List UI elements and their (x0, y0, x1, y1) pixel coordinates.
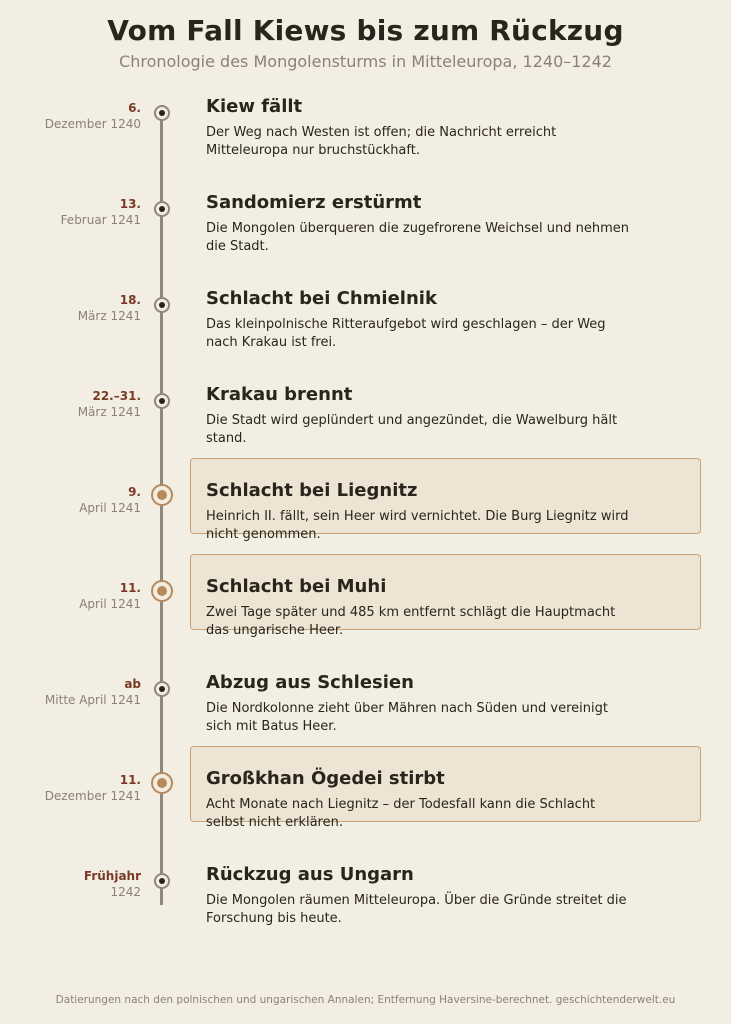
marker-dot (159, 878, 165, 884)
marker-dot (159, 302, 165, 308)
event-month-year: Februar 1241 (60, 213, 141, 227)
timeline-marker-highlight (151, 484, 173, 506)
marker-dot (157, 490, 167, 500)
event-title: Großkhan Ögedei stirbt (206, 768, 445, 789)
timeline-marker (154, 681, 170, 697)
marker-dot (159, 686, 165, 692)
timeline-event-rueckzug (0, 864, 731, 964)
event-day: 13. (119, 197, 141, 211)
timeline-event-oegedei (0, 768, 731, 868)
timeline-marker (154, 873, 170, 889)
event-date (78, 292, 141, 324)
event-title: Kiew fällt (206, 96, 303, 117)
event-day: 22.–31. (92, 389, 141, 403)
timeline-event-muhi (0, 576, 731, 676)
event-month-year: April 1241 (79, 501, 141, 515)
marker-dot (157, 586, 167, 596)
page-title: Vom Fall Kiews bis zum Rückzug (107, 14, 624, 47)
event-date (84, 868, 141, 900)
event-month-year: Dezember 1240 (44, 117, 141, 131)
event-day: 18. (119, 293, 141, 307)
event-month-year: März 1241 (77, 405, 141, 419)
event-title: Krakau brennt (206, 384, 353, 405)
event-date (79, 580, 141, 612)
event-title: Schlacht bei Liegnitz (206, 480, 418, 501)
footer-note: Datierungen nach den polnischen und ungarischen Annalen; Entfernung Haversine-berechnet. geschichtenderwelt.eu (55, 994, 676, 1006)
event-description: Acht Monate nach Liegnitz – der Todesfall kann die Schlacht selbst nicht erklären. (206, 797, 596, 830)
timeline-marker-highlight (151, 580, 173, 602)
event-date (45, 676, 141, 708)
event-day: 11. (119, 581, 141, 595)
timeline-event-sandomierz (0, 192, 731, 292)
event-date (45, 772, 141, 804)
event-day: ab (124, 677, 141, 691)
marker-dot (157, 778, 167, 788)
event-description: Heinrich II. fällt, sein Heer wird vernichtet. Die Burg Liegnitz wird nicht genommen. (206, 509, 629, 542)
event-description: Der Weg nach Westen ist offen; die Nachricht erreicht Mitteleuropa nur bruchstückhaft. (206, 125, 557, 158)
event-description: Die Mongolen räumen Mitteleuropa. Über die Gründe streitet die Forschung bis heute. (206, 893, 627, 926)
event-description: Die Nordkolonne zieht über Mähren nach Süden und vereinigt sich mit Batus Heer. (206, 701, 608, 734)
event-title: Abzug aus Schlesien (206, 672, 414, 693)
event-description: Die Stadt wird geplündert und angezündet, die Wawelburg hält stand. (206, 413, 618, 446)
event-date (61, 196, 141, 228)
timeline-marker (154, 201, 170, 217)
event-title: Rückzug aus Ungarn (206, 864, 414, 885)
event-description: Die Mongolen überqueren die zugefrorene Weichsel und nehmen die Stadt. (206, 221, 630, 254)
page-subtitle: Chronologie des Mongolensturms in Mitteleuropa, 1240–1242 (119, 52, 612, 71)
event-month-year: 1242 (110, 885, 141, 899)
event-date (45, 100, 141, 132)
event-day: 9. (128, 485, 141, 499)
event-date (79, 484, 141, 516)
event-description: Das kleinpolnische Ritteraufgebot wird geschlagen – der Weg nach Krakau ist frei. (206, 317, 606, 350)
timeline-marker-highlight (151, 772, 173, 794)
event-month-year: Mitte April 1241 (44, 693, 141, 707)
event-day: 11. (119, 773, 141, 787)
timeline-marker (154, 297, 170, 313)
timeline-marker (154, 393, 170, 409)
event-title: Sandomierz erstürmt (206, 192, 422, 213)
marker-dot (159, 110, 165, 116)
event-date (78, 388, 141, 420)
event-month-year: Dezember 1241 (44, 789, 141, 803)
timeline-marker (154, 105, 170, 121)
event-title: Schlacht bei Muhi (206, 576, 387, 597)
event-day: 6. (128, 101, 141, 115)
event-title: Schlacht bei Chmielnik (206, 288, 437, 309)
event-description: Zwei Tage später und 485 km entfernt schlägt die Hauptmacht das ungarische Heer. (206, 605, 616, 638)
timeline-event-kiew (0, 96, 731, 196)
event-month-year: März 1241 (77, 309, 141, 323)
event-month-year: April 1241 (79, 597, 141, 611)
marker-dot (159, 206, 165, 212)
event-day: Frühjahr (83, 869, 141, 883)
marker-dot (159, 398, 165, 404)
timeline-event-chmielnik (0, 288, 731, 388)
